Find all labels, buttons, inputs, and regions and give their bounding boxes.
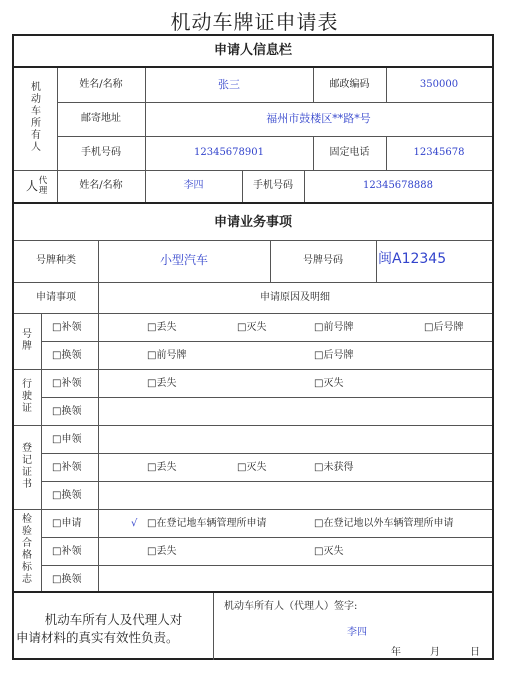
mobile-label: 手机号码 xyxy=(81,147,121,158)
plate-number-label: 号牌号码 xyxy=(303,255,343,266)
plate-type-label: 号牌种类 xyxy=(36,255,76,266)
divider xyxy=(14,66,492,68)
option-checkbox[interactable]: □未获得 xyxy=(314,462,354,473)
section-business: 申请业务事项 xyxy=(213,215,292,230)
divider xyxy=(41,397,492,398)
divider xyxy=(41,313,42,591)
divider xyxy=(14,282,492,283)
divider xyxy=(14,202,492,204)
group-license-label: 行驶证 xyxy=(22,379,32,414)
agent-mobile-value: 12345678888 xyxy=(363,180,433,191)
divider xyxy=(14,509,492,510)
plate-number-value: 闽A12345 xyxy=(378,251,447,267)
option-checkbox[interactable]: □灭失 xyxy=(314,378,344,389)
plate-renew-checkbox[interactable]: □换领 xyxy=(52,350,82,361)
reg-renew-checkbox[interactable]: □换领 xyxy=(52,490,82,501)
phone-value: 12345678 xyxy=(413,147,465,158)
option-checkbox[interactable]: □前号牌 xyxy=(147,350,187,361)
option-checkbox[interactable]: □后号牌 xyxy=(314,350,354,361)
signature-label: 机动车所有人（代理人）签字: xyxy=(224,601,358,612)
divider xyxy=(14,369,492,370)
divider xyxy=(98,313,99,591)
divider xyxy=(14,425,492,426)
insp-apply-checkbox[interactable]: □申请 xyxy=(52,518,82,529)
license-reissue-checkbox[interactable]: □补领 xyxy=(52,378,82,389)
option-checkbox[interactable]: □前号牌 xyxy=(314,322,354,333)
reg-reissue-checkbox[interactable]: □补领 xyxy=(52,462,82,473)
divider xyxy=(14,240,492,241)
section-applicant-info: 申请人信息栏 xyxy=(213,43,292,58)
group-plate-label: 号牌 xyxy=(22,329,32,352)
divider xyxy=(57,102,492,103)
owner-name-label: 姓名/名称 xyxy=(79,79,123,90)
postcode-label: 邮政编码 xyxy=(329,79,370,90)
owner-group-label: 机动车所有人 xyxy=(31,82,41,153)
form-title: 机动车牌证申请表 xyxy=(170,10,339,34)
option-checkbox[interactable]: □在登记地车辆管理所申请 xyxy=(147,518,267,529)
owner-name-value: 张三 xyxy=(218,78,240,91)
mobile-value: 12345678901 xyxy=(194,147,264,158)
date-month-label: 月 xyxy=(430,647,440,658)
declaration-line-1: 机动车所有人及代理人对 xyxy=(44,612,183,627)
divider xyxy=(41,481,492,482)
plate-reissue-checkbox[interactable]: □补领 xyxy=(52,322,82,333)
address-value: 福州市鼓楼区**路*号 xyxy=(266,112,371,125)
insp-reissue-checkbox[interactable]: □补领 xyxy=(52,546,82,557)
plate-type-value: 小型汽车 xyxy=(159,253,208,267)
option-checkbox[interactable]: □灭失 xyxy=(237,462,267,473)
declaration-text xyxy=(14,611,213,647)
divider xyxy=(57,136,492,137)
divider xyxy=(376,240,377,282)
divider xyxy=(41,341,492,342)
option-checkbox[interactable]: □丢失 xyxy=(147,462,177,473)
divider xyxy=(14,313,492,314)
divider xyxy=(14,591,492,593)
license-renew-checkbox[interactable]: □换领 xyxy=(52,406,82,417)
option-checkbox[interactable]: □丢失 xyxy=(147,322,177,333)
option-checkbox[interactable]: □灭失 xyxy=(314,546,344,557)
signature-value: 李四 xyxy=(347,627,367,638)
option-checkbox[interactable]: □灭失 xyxy=(237,322,267,333)
check-mark-icon: √ xyxy=(131,518,138,529)
divider xyxy=(213,593,214,660)
matters-reason-label: 申请原因及明细 xyxy=(260,292,330,303)
option-checkbox[interactable]: □丢失 xyxy=(147,378,177,389)
reg-apply-checkbox[interactable]: □申领 xyxy=(52,434,82,445)
divider xyxy=(14,170,492,171)
divider xyxy=(41,537,492,538)
date-year-label: 年 xyxy=(391,647,401,658)
group-registration-label: 登记证书 xyxy=(22,443,32,490)
divider xyxy=(41,453,492,454)
agent-mobile-label: 手机号码 xyxy=(253,180,293,191)
option-checkbox[interactable]: □丢失 xyxy=(147,546,177,557)
option-checkbox[interactable]: □在登记地以外车辆管理所申请 xyxy=(314,518,454,529)
declaration-line-2: 申请材料的真实有效性负责。 xyxy=(16,630,179,645)
divider xyxy=(41,565,492,566)
agent-label-small: 代理 xyxy=(38,176,48,196)
address-label: 邮寄地址 xyxy=(81,113,121,124)
phone-label: 固定电话 xyxy=(329,147,370,158)
insp-renew-checkbox[interactable]: □换领 xyxy=(52,574,82,585)
date-day-label: 日 xyxy=(470,647,480,658)
agent-name-label: 姓名/名称 xyxy=(79,180,123,191)
option-checkbox[interactable]: □后号牌 xyxy=(424,322,464,333)
matters-item-label: 申请事项 xyxy=(36,292,76,303)
postcode-value: 350000 xyxy=(419,79,459,90)
agent-name-value: 李四 xyxy=(183,180,204,191)
application-form xyxy=(12,34,494,660)
agent-label-big: 人 xyxy=(26,179,39,193)
group-inspection-label: 检验合格标志 xyxy=(22,514,32,585)
